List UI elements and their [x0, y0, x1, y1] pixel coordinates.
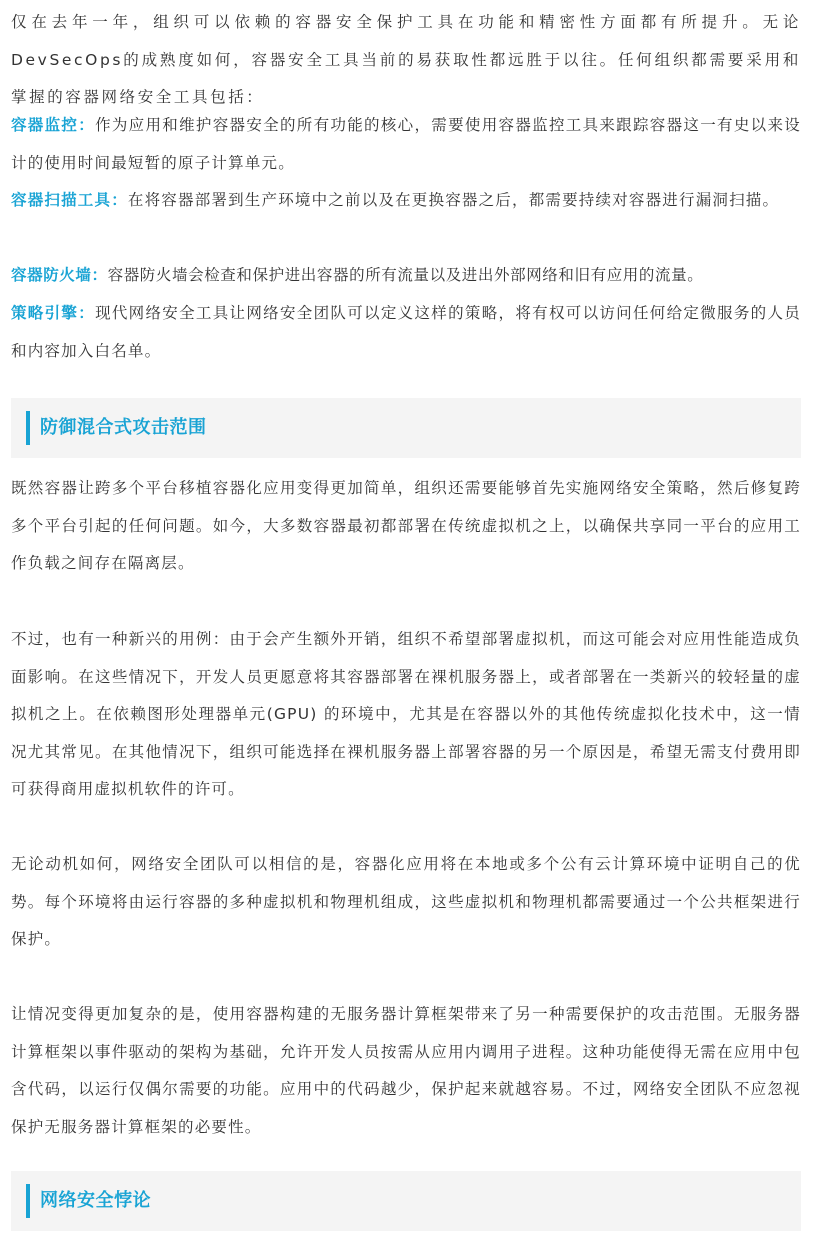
body-paragraph: 无论动机如何，网络安全团队可以相信的是，容器化应用将在本地或多个公有云计算环境中证明自己的优势。每个环境将由运行容器的多种虚拟机和物理机组成，这些虚拟机和物理机都需要通过一个公共框架进行保护。 — [11, 855, 801, 948]
section-title: 防御混合式攻击范围 — [40, 417, 207, 438]
tool-description: 作为应用和维护容器安全的所有功能的核心，需要使用容器监控工具来跟踪容器这一有史以来设计的使用时间最短暂的原子计算单元。 — [11, 116, 801, 172]
tool-description: 现代网络安全工具让网络安全团队可以定义这样的策略，将有权可以访问任何给定微服务的人员和内容加入白名单。 — [11, 304, 801, 360]
tool-term: 容器监控： — [11, 116, 96, 134]
intro-paragraph: 仅在去年一年，组织可以依赖的容器安全保护工具在功能和精密性方面都有所提升。无论DevSecOps的成熟度如何，容器安全工具当前的易获取性都远胜于以往。任何组织都需要采用和掌握的容器网络安全工具包括： — [11, 13, 801, 106]
section-heading-hybrid-attack — [11, 398, 801, 458]
tool-item-container-scanning — [11, 182, 801, 220]
body-paragraph: 让情况变得更加复杂的是，使用容器构建的无服务器计算框架带来了另一种需要保护的攻击范围。无服务器计算框架以事件驱动的架构为基础，允许开发人员按需从应用内调用子进程。这种功能使得无需在应用中包含代码，以运行仅偶尔需要的功能。应用中的代码越少，保护起来就越容易。不过，网络安全团队不应忽视保护无服务器计算框架的必要性。 — [11, 1005, 801, 1136]
tool-description: 容器防火墙会检查和保护进出容器的所有流量以及进出外部网络和旧有应用的流量。 — [107, 266, 704, 284]
tool-term: 容器防火墙： — [11, 266, 108, 284]
tool-term: 容器扫描工具： — [11, 191, 128, 209]
tool-term: 策略引擎： — [11, 304, 96, 322]
section-accent-bar — [26, 1184, 30, 1218]
section-heading-security-paradox — [11, 1171, 801, 1231]
section-accent-bar — [26, 411, 30, 445]
section-title: 网络安全悖论 — [40, 1190, 151, 1211]
tool-item-policy-engine — [11, 295, 801, 370]
body-paragraph: 既然容器让跨多个平台移植容器化应用变得更加简单，组织还需要能够首先实施网络安全策略，然后修复跨多个平台引起的任何问题。如今，大多数容器最初都部署在传统虚拟机之上，以确保共享同一平台的应用工作负载之间存在隔离层。 — [11, 479, 801, 572]
body-paragraph: 不过，也有一种新兴的用例：由于会产生额外开销，组织不希望部署虚拟机，而这可能会对应用性能造成负面影响。在这些情况下，开发人员更愿意将其容器部署在裸机服务器上，或者部署在一类新兴的较轻量的虚拟机之上。在依赖图形处理器单元(GPU) 的环境中，尤其是在容器以外的其他传统虚拟化技术中，这一情况尤其常见。在其他情况下，组织可能选择在裸机服务器上部署容器的另一个原因是，希望无需支付费用即可获得商用虚拟机软件的许可。 — [11, 630, 801, 798]
tool-description: 在将容器部署到生产环境中之前以及在更换容器之后，都需要持续对容器进行漏洞扫描。 — [127, 191, 780, 209]
tool-item-container-monitoring — [11, 107, 801, 182]
tool-item-container-firewall — [11, 257, 801, 295]
